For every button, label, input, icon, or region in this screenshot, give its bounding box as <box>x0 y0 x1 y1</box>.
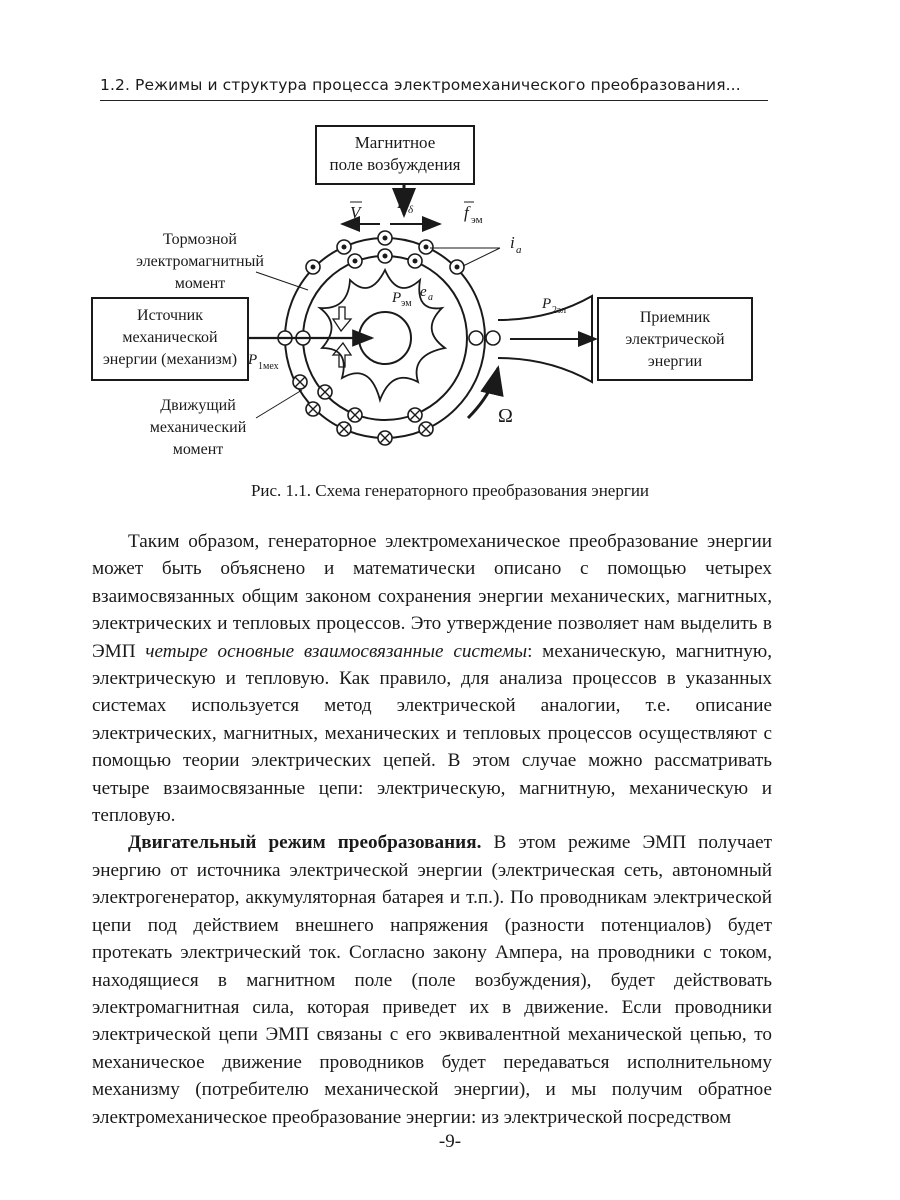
figure-generator-scheme <box>80 120 800 480</box>
label-driving-line1: Движущий <box>160 397 236 414</box>
leader-driving <box>256 390 302 418</box>
body-text <box>92 528 772 1131</box>
symbol-e-sub: a <box>428 292 433 303</box>
symbol-i: i <box>510 233 515 252</box>
paragraph-2-text: В этом режиме ЭМП получает энергию от источника электрической энергии (электрическая сеть, автономный электрогенератор, аккумуляторная батарея и т.п.). По проводникам электрической цепи под действием внешнего напряжения (разности потенциалов) будет протекать электрический ток. Согласно закону Ампера, на проводники с током, находящиеся в магнитном поле (поле возбуждения), будет действовать электромагнитная сила, которая приведет их в движение. Если проводники электрической цепи ЭМП связаны с его эквивалентной механической цепью, то механическое движение проводников будет передаваться исполнительному механизму (потребителю механической энергии), и мы получим обратное электромеханическое преобразование энергии: из электрической посредством <box>92 832 772 1128</box>
running-header: 1.2. Режимы и структура процесса электромеханического преобразования... <box>100 76 768 101</box>
driving-torque-arrow <box>333 343 351 367</box>
figure-caption: Рис. 1.1. Схема генераторного преобразования энергии <box>250 481 650 500</box>
braking-torque-arrow <box>333 307 351 331</box>
symbol-f-sub: эм <box>471 214 483 226</box>
label-braking-line1: Тормозной <box>163 231 237 248</box>
box-receiver-line2: электрической <box>625 331 725 348</box>
box-source-line2: механической <box>122 329 218 346</box>
box-receiver-line3: энергии <box>647 353 703 370</box>
symbol-p2-sub: 2эл <box>552 305 567 316</box>
paragraph-1-part-a: Таким образом, генераторное электромеханическое преобразование энергии может быть объяснено и математически описано с помощью четырех взаимосвязанных общим законом сохранения энергии механических, магнитных, электрических и тепловых процессов. Это утверждение позволяет нам выделить в ЭМП <box>92 531 772 662</box>
symbol-i-sub: a <box>516 244 522 256</box>
symbol-b: B <box>397 193 408 212</box>
paragraph-1-emphasis: четыре основные взаимосвязанные системы <box>145 640 528 662</box>
leader-braking <box>256 272 308 290</box>
box-magnetic-field-line1: Магнитное <box>354 133 436 152</box>
box-source-line3: энергии (механизм) <box>102 351 238 368</box>
symbol-p1: P <box>248 352 258 368</box>
symbol-e: e <box>420 284 427 300</box>
box-source-line1: Источник <box>137 307 203 324</box>
symbol-v: V <box>350 203 361 222</box>
label-braking-line3: момент <box>174 275 226 292</box>
symbol-f: f <box>464 203 469 222</box>
symbol-pem: P <box>392 290 402 306</box>
symbol-p1-sub: 1мех <box>258 361 279 372</box>
symbol-omega: Ω <box>498 405 513 427</box>
paragraph-1-part-b: : механическую, магнитную, электрическую и тепловую. Как правило, для анализа процессов в указанных системах используется метод электрической аналогии, т.е. описание электрических, магнитных, механических и тепловых процессов осуществляют с помощью теории электрических цепей. В этом случае можно рассматривать четыре взаимосвязанные цепи: электрическую, магнитную, механическую и тепловую. <box>92 640 772 827</box>
symbol-p2: P <box>542 296 552 312</box>
box-receiver-line1: Приемник <box>639 309 711 326</box>
page-number: -9- <box>438 1131 462 1152</box>
label-braking-line2: электромагнитный <box>136 253 264 270</box>
symbol-pem-sub: эм <box>401 298 412 309</box>
paragraph-2-heading: Двигательный режим преобразования. <box>128 832 482 854</box>
paragraph-1 <box>92 528 772 829</box>
paragraph-2 <box>92 829 772 1130</box>
leader-current <box>430 248 500 266</box>
generator-diagram <box>80 120 800 480</box>
label-driving-line3: момент <box>172 441 224 458</box>
rotation-arrow <box>468 368 498 418</box>
box-magnetic-field-line2: поле возбуждения <box>329 155 461 174</box>
symbol-b-sub: δ <box>408 204 414 216</box>
label-driving-line2: механический <box>149 419 247 436</box>
